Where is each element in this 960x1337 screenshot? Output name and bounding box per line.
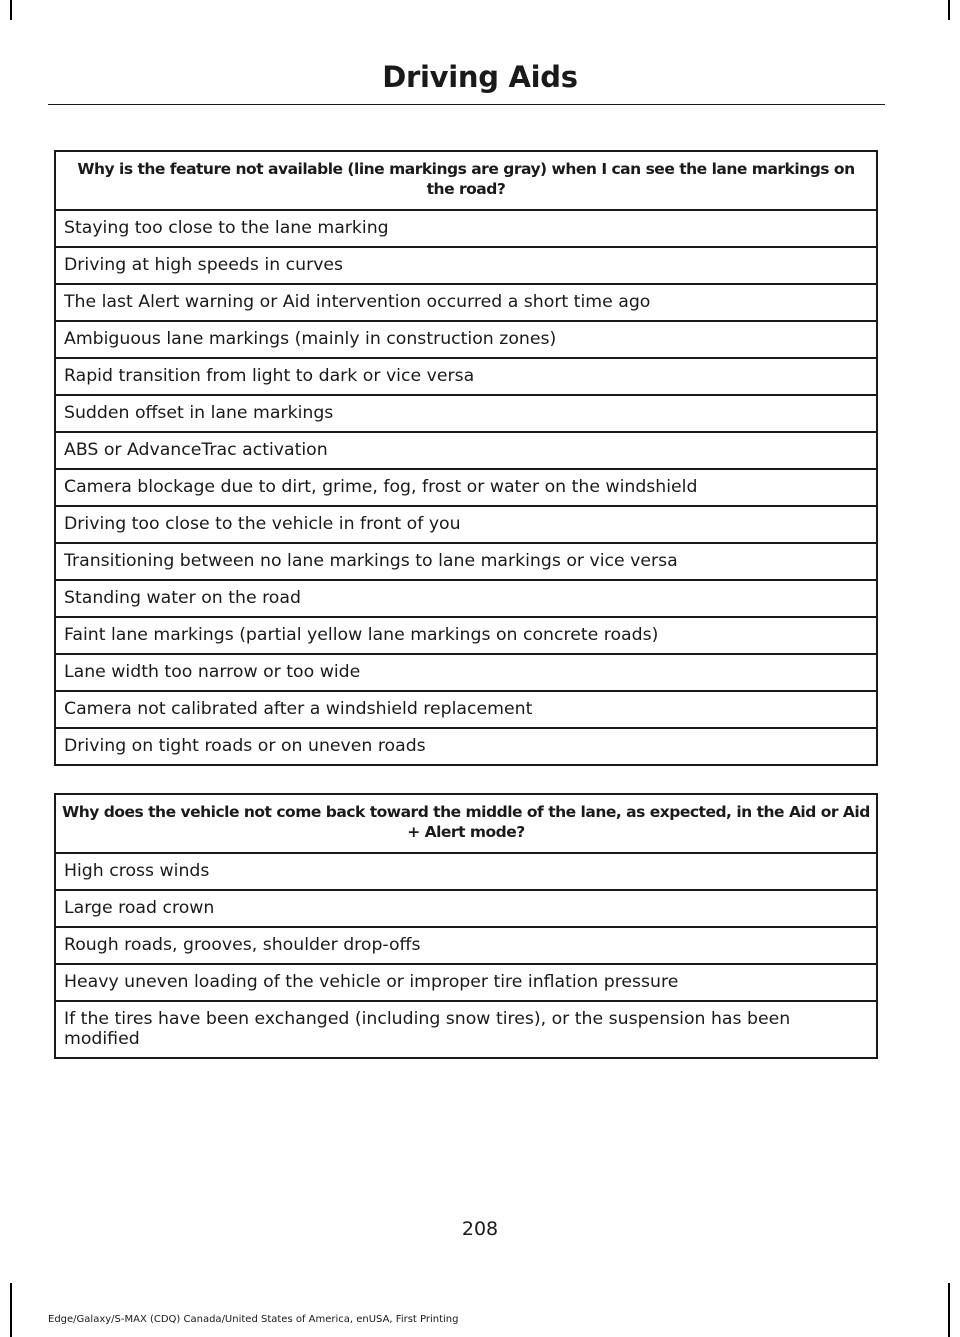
- table-cell: Rapid transition from light to dark or vice versa: [55, 358, 877, 395]
- table-row: [55, 964, 877, 1001]
- table-cell: ABS or AdvanceTrac activation: [55, 432, 877, 469]
- table-cell: Camera not calibrated after a windshield replacement: [55, 691, 877, 728]
- table-cell: Staying too close to the lane marking: [55, 210, 877, 247]
- table-row: [55, 691, 877, 728]
- table-row: [55, 580, 877, 617]
- table-row: [55, 284, 877, 321]
- table-cell: Large road crown: [55, 890, 877, 927]
- crop-mark-top-right: [948, 0, 950, 20]
- table-row: [55, 890, 877, 927]
- table-cell: Heavy uneven loading of the vehicle or improper tire inflation pressure: [55, 964, 877, 1001]
- table-cell: Transitioning between no lane markings to lane markings or vice versa: [55, 543, 877, 580]
- faq-table-unavailable: [54, 150, 878, 766]
- table-row: [55, 506, 877, 543]
- table-question-header: Why is the feature not available (line markings are gray) when I can see the lane markings on the road?: [55, 151, 877, 210]
- table-cell: If the tires have been exchanged (including snow tires), or the suspension has been modified: [55, 1001, 877, 1058]
- table-cell: Ambiguous lane markings (mainly in construction zones): [55, 321, 877, 358]
- table-row: [55, 247, 877, 284]
- table-row: [55, 395, 877, 432]
- table-cell: Sudden offset in lane markings: [55, 395, 877, 432]
- edition-footer: Edge/Galaxy/S-MAX (CDQ) Canada/United States of America, enUSA, First Printing: [48, 1314, 459, 1325]
- table-row: [55, 617, 877, 654]
- table-cell: Driving at high speeds in curves: [55, 247, 877, 284]
- table-row: [55, 210, 877, 247]
- table-row: [55, 543, 877, 580]
- page-title: Driving Aids: [382, 60, 578, 94]
- table-cell: Standing water on the road: [55, 580, 877, 617]
- table-question-header: Why does the vehicle not come back toward the middle of the lane, as expected, in the Aid or Aid + Alert mode?: [55, 794, 877, 853]
- table-cell: Lane width too narrow or too wide: [55, 654, 877, 691]
- crop-mark-top-left: [10, 0, 12, 20]
- table-row: [55, 728, 877, 765]
- table-row: [55, 469, 877, 506]
- table-row: [55, 358, 877, 395]
- crop-mark-bottom-left: [10, 1283, 12, 1337]
- table-row: [55, 432, 877, 469]
- table-row: [55, 321, 877, 358]
- table-cell: Faint lane markings (partial yellow lane markings on concrete roads): [55, 617, 877, 654]
- table-cell: Driving too close to the vehicle in front of you: [55, 506, 877, 543]
- table-row: [55, 654, 877, 691]
- table-cell: High cross winds: [55, 853, 877, 890]
- page-number: 208: [461, 1218, 499, 1240]
- table-row: [55, 927, 877, 964]
- faq-table-no-centering: [54, 793, 878, 1059]
- crop-mark-bottom-right: [948, 1283, 950, 1337]
- table-cell: Driving on tight roads or on uneven roads: [55, 728, 877, 765]
- table-row: [55, 853, 877, 890]
- title-rule: [48, 104, 885, 105]
- table-cell: The last Alert warning or Aid intervention occurred a short time ago: [55, 284, 877, 321]
- table-row: [55, 1001, 877, 1058]
- table-cell: Rough roads, grooves, shoulder drop-offs: [55, 927, 877, 964]
- table-cell: Camera blockage due to dirt, grime, fog, frost or water on the windshield: [55, 469, 877, 506]
